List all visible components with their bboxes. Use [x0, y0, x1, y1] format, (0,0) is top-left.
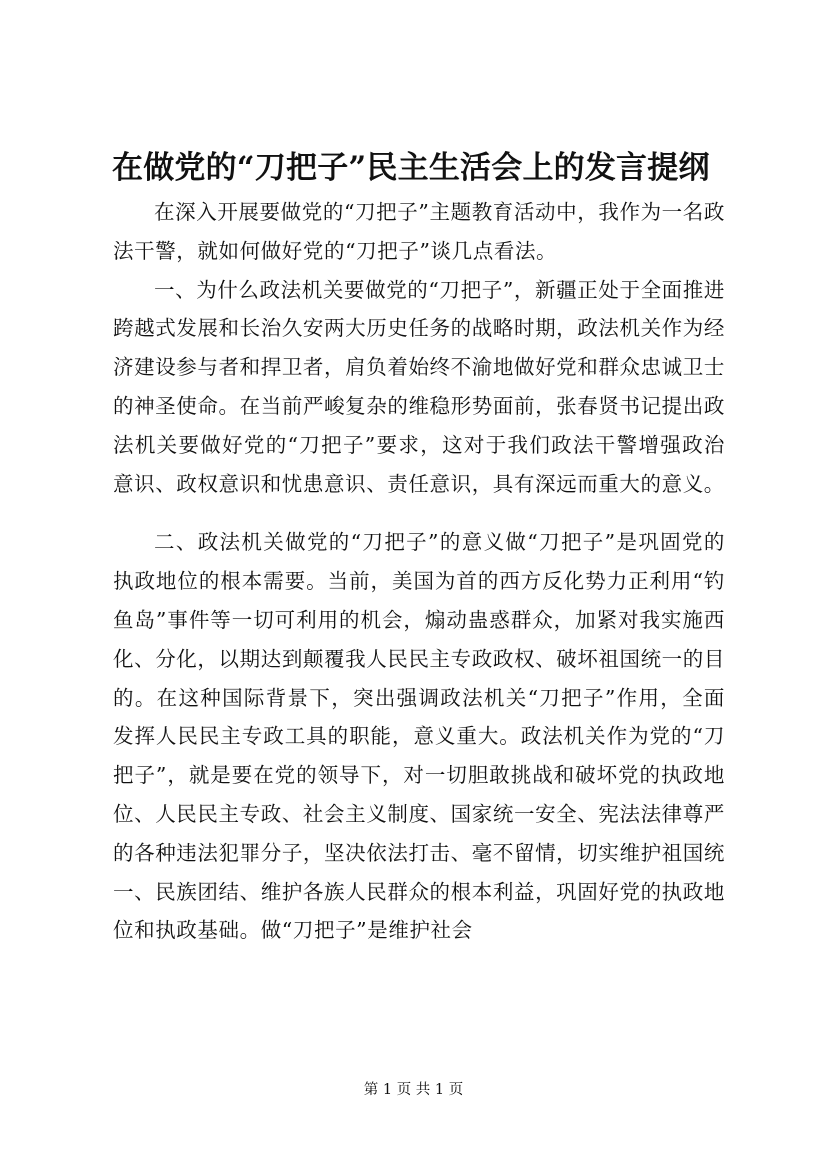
paragraph-section-1: 一、为什么政法机关要做党的“刀把子”，新疆正处于全面推进跨越式发展和长治久安两大历史任务的战略时期，政法机关作为经济建设参与者和捍卫者，肩负着始终不渝地做好党和群众忠诚卫士的神圣使命。在当前严峻复杂的维稳形势面前，张春贤书记提出政法机关要做好党的“刀把子”要求，这对于我们政法干警增强政治意识、政权意识和忧患意识、责任意识，具有深远而重大的意义。	[113, 277, 725, 496]
document-title: 在做党的“刀把子”民主生活会上的发言提纲	[112, 150, 710, 186]
paragraph-section-2: 二、政法机关做党的“刀把子”的意义做“刀把子”是巩固党的执政地位的根本需要。当前，美国为首的西方反化势力正利用“钓鱼岛”事件等一切可利用的机会，煽动蛊惑群众，加紧对我实施西化、分化，以期达到颠覆我人民民主专政政权、破坏祖国统一的目的。在这种国际背景下，突出强调政法机关“刀把子”作用，全面发挥人民民主专政工具的职能，意义重大。政法机关作为党的“刀把子”，就是要在党的领导下，对一切胆敢挑战和破坏党的执政地位、人民民主专政、社会主义制度、国家统一安全、宪法法律尊严的各种违法犯罪分子，坚决依法打击、毫不留情，切实维护祖国统一、民族团结、维护各族人民群众的根本利益，巩固好党的执政地位和执政基础。做“刀把子”是维护社会	[113, 530, 725, 943]
document-body	[113, 193, 725, 950]
page-footer: 第 1 页 共 1 页	[363, 1082, 464, 1098]
paragraph-intro: 在深入开展要做党的“刀把子”主题教育活动中，我作为一名政法干警，就如何做好党的“刀把子”谈几点看法。	[113, 200, 725, 263]
